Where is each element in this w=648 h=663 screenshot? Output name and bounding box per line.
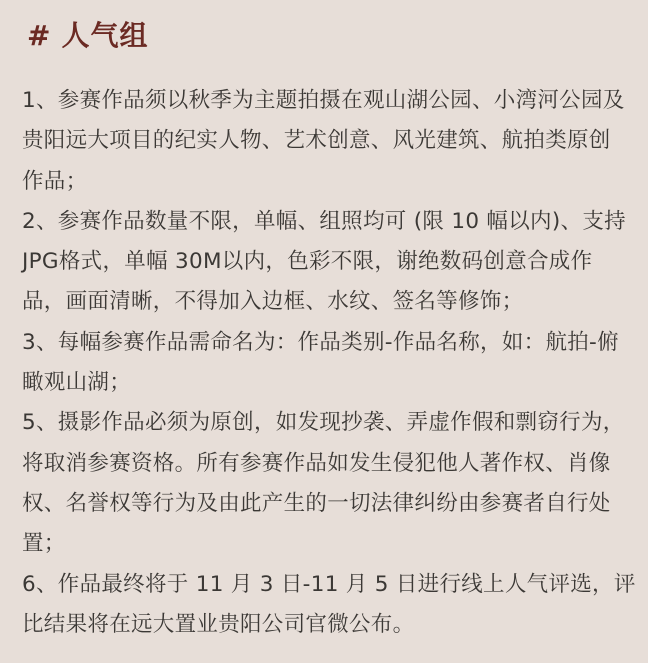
rule-item-6 xyxy=(22,565,642,646)
rules-list xyxy=(22,81,642,645)
rule-line: 置； xyxy=(22,531,66,557)
rule-item-3 xyxy=(22,323,642,404)
rule-line: 5、摄影作品必须为原创，如发现抄袭、弄虚作假和剽窃行为， xyxy=(22,410,625,436)
rule-line: 作品； xyxy=(22,168,88,194)
rule-line: 贵阳远大项目的纪实人物、艺术创意、风光建筑、航拍类原创 xyxy=(22,128,611,154)
section-title-text: 人气组 xyxy=(61,19,149,52)
rule-line: 比结果将在远大置业贵阳公司官微公布。 xyxy=(22,611,415,637)
rule-line: 权、名誉权等行为及由此产生的一切法律纠纷由参赛者自行处 xyxy=(22,490,611,516)
hash-marker: # xyxy=(27,19,52,52)
rule-line: 2、参赛作品数量不限，单幅、组照均可 (限 10 幅以内)、支持 xyxy=(22,208,626,234)
rule-item-2 xyxy=(22,202,642,323)
rule-line: 品，画面清晰，不得加入边框、水纹、签名等修饰； xyxy=(22,289,524,315)
rule-line: JPG格式，单幅 30M以内，色彩不限，谢绝数码创意合成作 xyxy=(22,249,593,275)
rule-line: 1、参赛作品须以秋季为主题拍摄在观山湖公园、小湾河公园及 xyxy=(22,88,625,113)
rule-item-5 xyxy=(22,403,642,564)
rule-line: 3、每幅参赛作品需命名为：作品类别-作品名称，如：航拍-俯 xyxy=(22,329,619,355)
rule-line: 瞰观山湖； xyxy=(22,370,132,396)
rule-line: 6、作品最终将于 11 月 3 日-11 月 5 日进行线上人气评选，评 xyxy=(22,571,636,597)
rule-item-1 xyxy=(22,81,642,202)
rule-line: 将取消参赛资格。所有参赛作品如发生侵犯他人著作权、肖像 xyxy=(22,450,611,476)
section-title xyxy=(27,18,148,54)
